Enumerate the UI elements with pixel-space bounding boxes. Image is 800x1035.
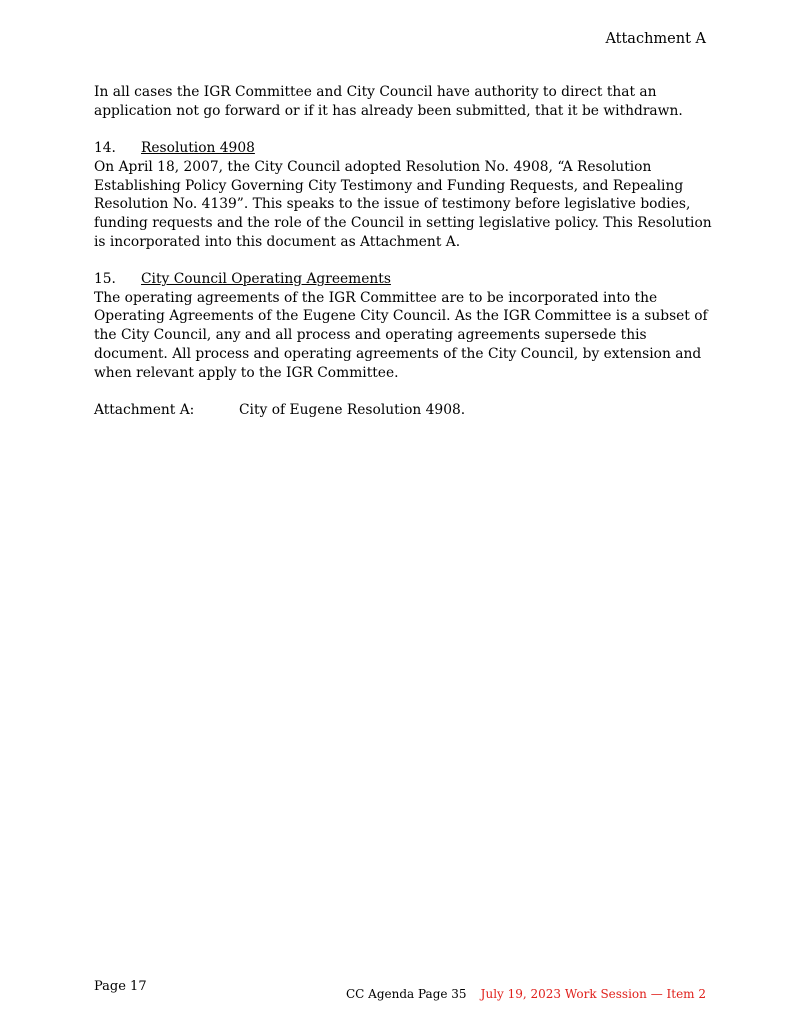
- section-heading: [94, 270, 714, 289]
- footer-session-label: July 19, 2023 Work Session — Item 2: [480, 987, 706, 1001]
- section-number: 14.: [94, 140, 116, 157]
- section-body: The operating agreements of the IGR Committee are to be incorporated into the Operating Agreements of the Eugene City Council. As the IGR Committee is a subset of the City Council, any and all process and operating agreements supersede this document. All process and operating agreements of the City Council, by extension and when relevant apply to the IGR Committee.: [94, 289, 708, 381]
- section-title: Resolution 4908: [141, 140, 255, 157]
- attachment-label: Attachment A:: [94, 401, 195, 418]
- section-title: City Council Operating Agreements: [141, 271, 391, 287]
- section-14: [94, 139, 714, 251]
- attachment-header: Attachment A: [605, 31, 706, 47]
- section-number: 15.: [94, 271, 116, 287]
- attachment-description: City of Eugene Resolution 4908.: [239, 401, 466, 418]
- section-body: On April 18, 2007, the City Council adopted Resolution No. 4908, “A Resolution Establishing Policy Governing City Testimony and Funding Requests, and Repealing Resolution No. 4139”. This speaks to the issue of testimony before legislative bodies, funding requests and the role of the Council in setting legislative policy. This Resolution is incorporated into this document as Attachment A.: [94, 158, 712, 250]
- footer-agenda-page: CC Agenda Page 35: [346, 987, 467, 1001]
- section-15: [94, 270, 714, 382]
- footer-page-number: Page 17: [94, 979, 147, 994]
- section-heading: [94, 139, 714, 158]
- document-body: [94, 83, 714, 420]
- attachment-reference: [94, 401, 714, 420]
- intro-paragraph: In all cases the IGR Committee and City Council have authority to direct that an application not go forward or if it has already been submitted, that it be withdrawn.: [94, 84, 683, 119]
